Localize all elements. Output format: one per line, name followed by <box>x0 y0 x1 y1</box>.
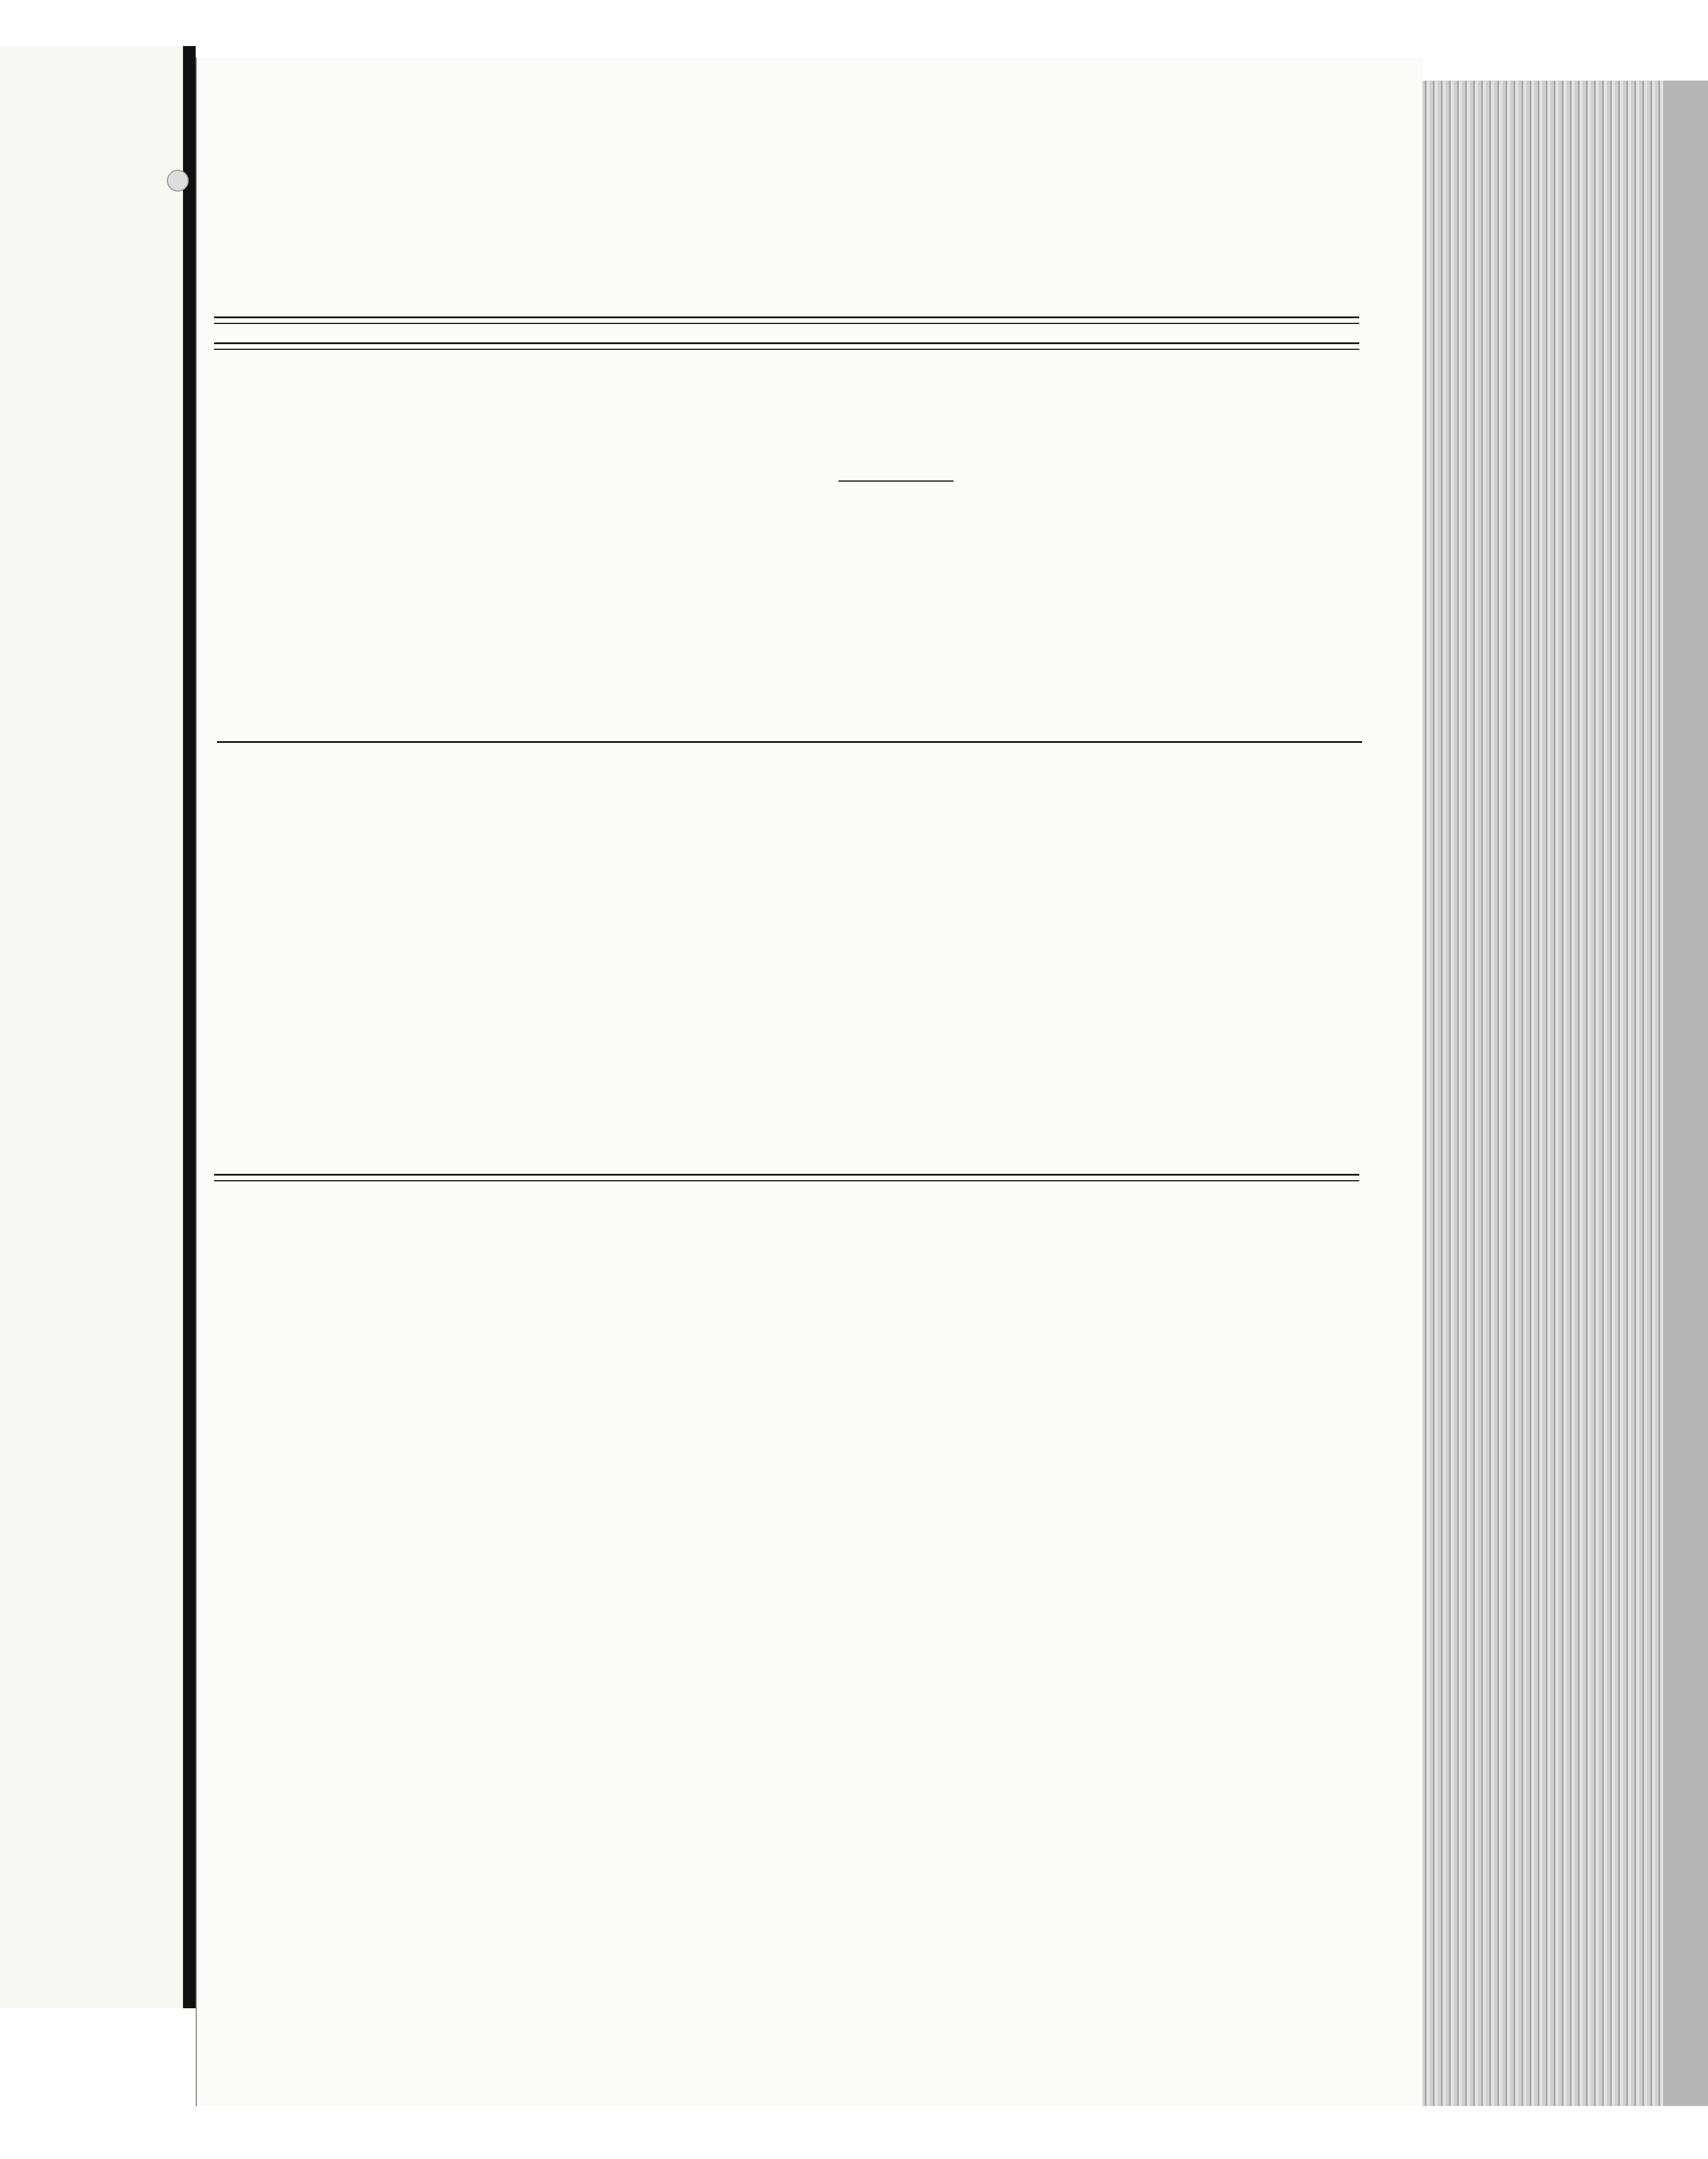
double-rule-bottom-table <box>214 1174 1359 1181</box>
double-rule-under-title <box>214 342 1359 350</box>
ink-blot-mark <box>167 170 189 192</box>
left-page-fragment <box>0 46 185 2008</box>
appendix-page <box>196 58 1423 2106</box>
page-stack-edge <box>1421 81 1663 2106</box>
book-gutter <box>183 46 196 2008</box>
column-headers <box>217 419 1362 743</box>
book-cover-edge <box>1663 81 1708 2106</box>
double-rule-top <box>214 316 1359 324</box>
